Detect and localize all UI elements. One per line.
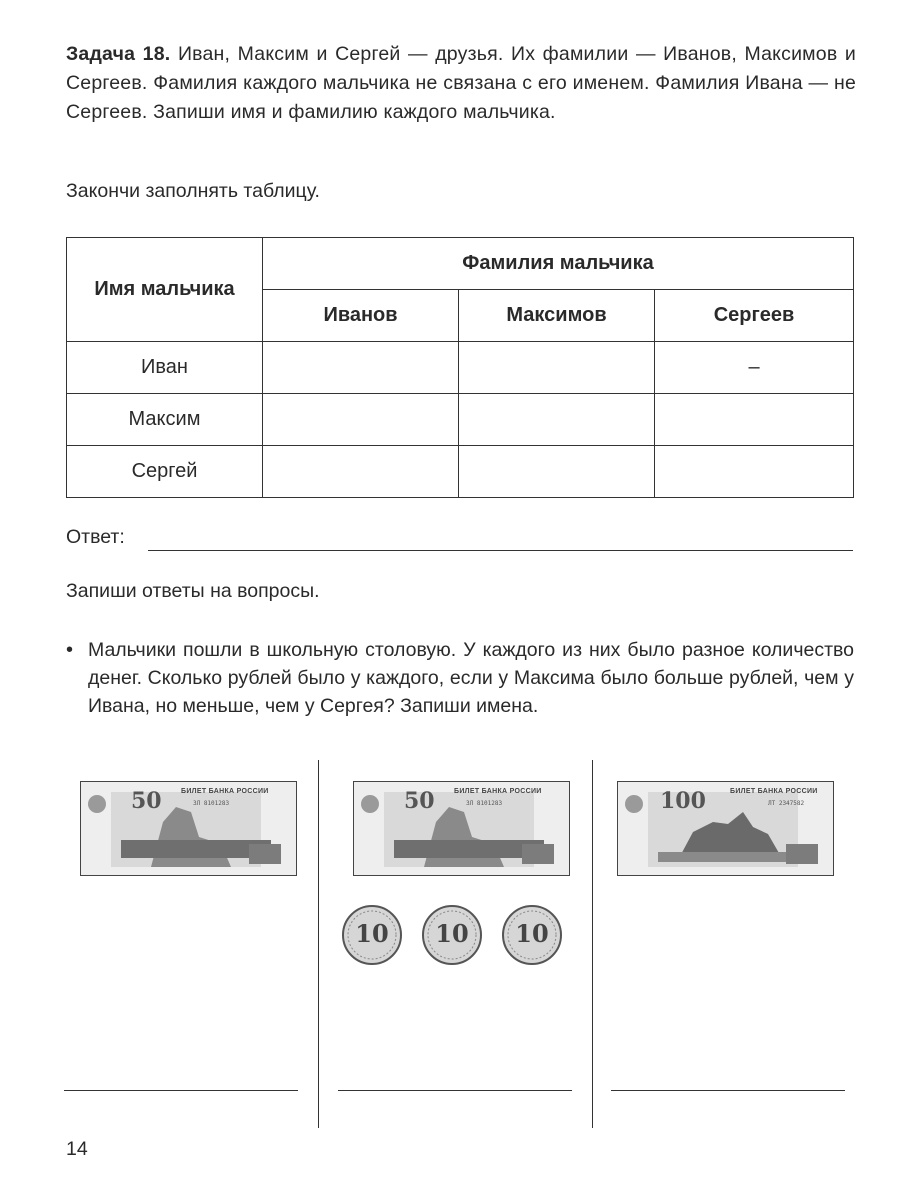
- name-answer-line[interactable]: [64, 1090, 298, 1091]
- table-row: [67, 342, 854, 394]
- table-row: [67, 394, 854, 446]
- task-body: Иван, Максим и Сергей — друзья. Их фамилии — Иванов, Максимов и Сергеев. Фамилия каждого мальчика не связана с его именем. Фамилия Ивана — не Сергеев. Запиши имя и фамилию каждого мальчика.: [66, 43, 856, 123]
- banknote-50: [353, 781, 570, 876]
- header-boy-name: Имя мальчика: [67, 238, 263, 342]
- logic-table: [66, 237, 854, 498]
- table-cell[interactable]: [655, 394, 854, 446]
- note-bank-label: БИЛЕТ БАНКА РОССИИ: [730, 788, 818, 795]
- coin-value: 10: [355, 919, 389, 948]
- task-text: [66, 40, 856, 127]
- coin-10: [342, 905, 402, 965]
- name-answer-line[interactable]: [338, 1090, 572, 1091]
- banknote-art: [81, 782, 296, 875]
- note-denomination: 50: [131, 788, 162, 814]
- coin-10: [502, 905, 562, 965]
- table-row: [67, 446, 854, 498]
- table-cell[interactable]: –: [655, 342, 854, 394]
- task-title: Задача 18.: [66, 43, 171, 65]
- header-surname-sergeev: Сергеев: [655, 290, 854, 342]
- header-surname-ivanov: Иванов: [263, 290, 459, 342]
- banknote-100: [617, 781, 834, 876]
- bullet-icon: •: [66, 639, 74, 661]
- table-cell[interactable]: [459, 394, 655, 446]
- note-serial: ЗЛ 8101283: [193, 800, 230, 807]
- page-number: 14: [66, 1138, 88, 1160]
- column-divider: [592, 760, 593, 1128]
- table-instruction: Закончи заполнять таблицу.: [66, 180, 320, 202]
- table-cell[interactable]: [655, 446, 854, 498]
- note-bank-label: БИЛЕТ БАНКА РОССИИ: [181, 788, 269, 795]
- coin-10: [422, 905, 482, 965]
- answer-line[interactable]: [148, 550, 853, 551]
- banknote-art: [354, 782, 569, 875]
- header-boy-surname: Фамилия мальчика: [263, 238, 854, 290]
- table-cell[interactable]: [263, 394, 459, 446]
- column-divider: [318, 760, 319, 1128]
- answer-label: Ответ:: [66, 526, 125, 548]
- name-answer-line[interactable]: [611, 1090, 845, 1091]
- note-serial: ЛТ 2347582: [768, 800, 805, 807]
- questions-label: Запиши ответы на вопросы.: [66, 580, 320, 602]
- table-cell[interactable]: [459, 342, 655, 394]
- row-name: Максим: [67, 394, 263, 446]
- row-name: Сергей: [67, 446, 263, 498]
- note-denomination: 100: [660, 788, 706, 814]
- table-cell[interactable]: [459, 446, 655, 498]
- header-surname-maksimov: Максимов: [459, 290, 655, 342]
- table-cell[interactable]: [263, 446, 459, 498]
- note-denomination: 50: [404, 788, 435, 814]
- note-serial: ЗЛ 8101283: [466, 800, 503, 807]
- note-bank-label: БИЛЕТ БАНКА РОССИИ: [454, 788, 542, 795]
- coin-value: 10: [435, 919, 469, 948]
- banknote-art: [618, 782, 833, 875]
- bullet-text: Мальчики пошли в школьную столовую. У каждого из них было разное количество денег. Сколько рублей было у каждого, если у Максима было больше рублей, чем у Ивана, но меньше, чем у Сергея? Запиши имена.: [88, 639, 854, 717]
- coin-value: 10: [515, 919, 549, 948]
- table-cell[interactable]: [263, 342, 459, 394]
- banknote-50: [80, 781, 297, 876]
- row-name: Иван: [67, 342, 263, 394]
